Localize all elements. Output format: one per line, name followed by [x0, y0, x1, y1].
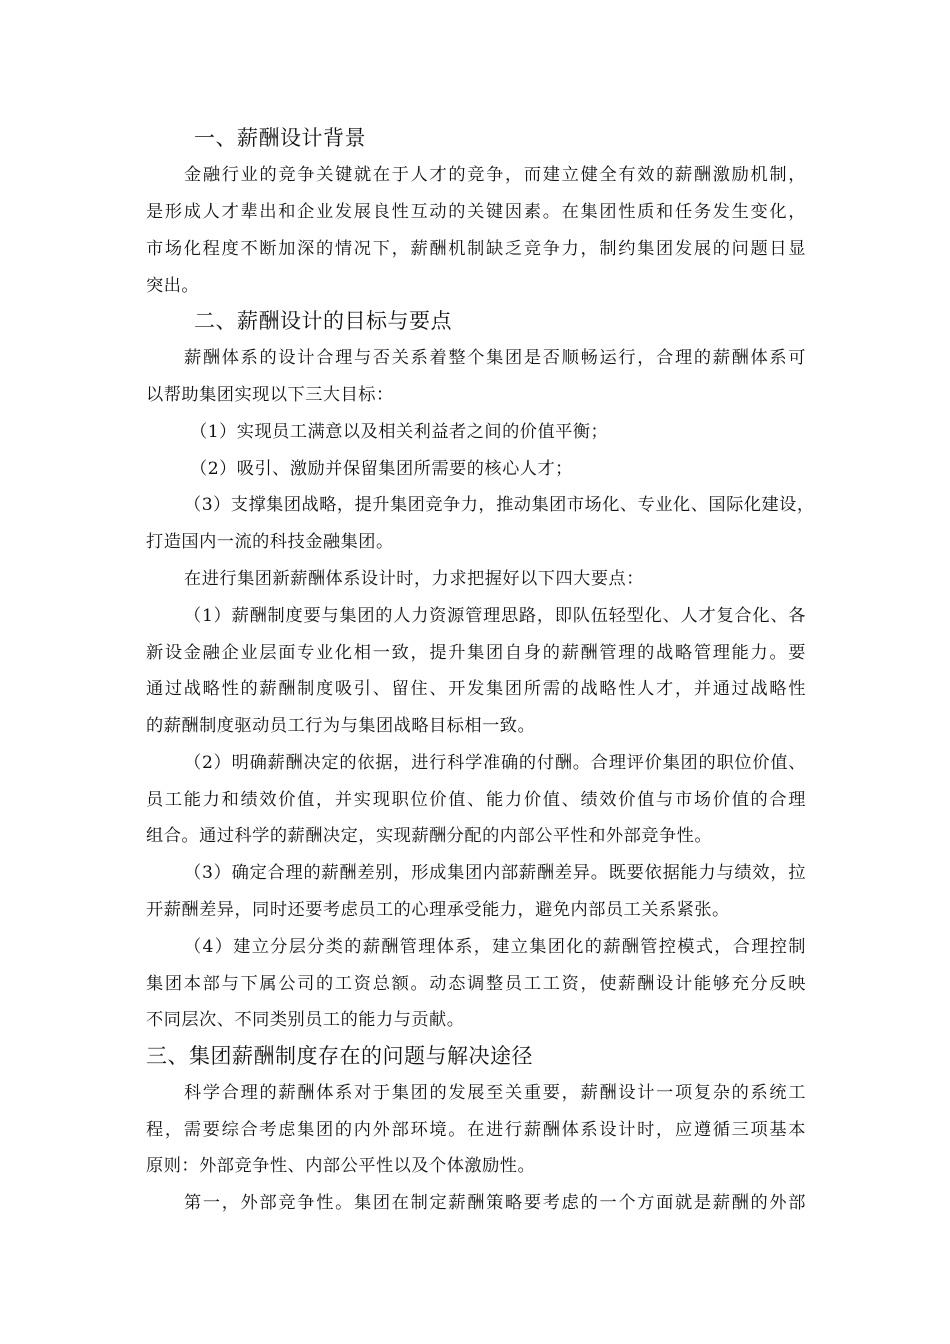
paragraph-line: 的薪酬制度驱动员工行为与集团战略目标相一致。 [146, 716, 536, 736]
paragraph-line: 集团本部与下属公司的工资总额。动态调整员工工资，使薪酬设计能够充分反映 [146, 974, 806, 994]
list-item: （1）薪酬制度要与集团的人力资源管理思路，即队伍轻型化、人才复合化、各 [184, 606, 806, 626]
paragraph-line: 金融行业的竞争关键就在于人才的竞争，而建立健全有效的薪酬激励机制， [184, 165, 806, 185]
paragraph-line: 新设金融企业层面专业化相一致，提升集团自身的薪酬管理的战略管理能力。要 [146, 643, 806, 663]
list-item: （3）确定合理的薪酬差别，形成集团内部薪酬差异。既要依据能力与绩效，拉 [184, 863, 806, 883]
paragraph-line: 不同层次、不同类别员工的能力与贡献。 [146, 1010, 465, 1030]
section-heading: 二、薪酬设计的目标与要点 [194, 309, 452, 333]
list-item: （1）实现员工满意以及相关利益者之间的价值平衡； [190, 422, 609, 442]
paragraph-line: 突出。 [146, 276, 200, 296]
section-heading: 一、薪酬设计背景 [194, 126, 366, 150]
section-heading: 三、集团薪酬制度存在的问题与解决途径 [146, 1044, 533, 1068]
list-item: （3）支撑集团战略，提升集团竞争力，推动集团市场化、专业化、国际化建设， [184, 495, 815, 515]
paragraph-line: 第一，外部竞争性。集团在制定薪酬策略要考虑的一个方面就是薪酬的外部 [184, 1193, 806, 1213]
paragraph-line: 是形成人才辈出和企业发展良性互动的关键因素。在集团性质和任务发生变化， [146, 202, 806, 222]
paragraph-line: 科学合理的薪酬体系对于集团的发展至关重要，薪酬设计一项复杂的系统工 [184, 1083, 806, 1103]
paragraph-line: 员工能力和绩效价值，并实现职位价值、能力价值、绩效价值与市场价值的合理 [146, 790, 806, 810]
paragraph-line: 通过战略性的薪酬制度吸引、留住、开发集团所需的战略性人才，并通过战略性 [146, 679, 806, 699]
paragraph-line: 程，需要综合考虑集团的内外部环境。在进行薪酬体系设计时，应遵循三项基本 [146, 1120, 806, 1140]
paragraph-line: 薪酬体系的设计合理与否关系着整个集团是否顺畅运行，合理的薪酬体系可 [184, 348, 806, 368]
paragraph-line: 原则：外部竞争性、内部公平性以及个体激励性。 [146, 1156, 536, 1176]
list-item: （2）吸引、激励并保留集团所需要的核心人才； [190, 459, 573, 479]
paragraph-line: 在进行集团新薪酬体系设计时，力求把握好以下四大要点： [184, 569, 644, 589]
paragraph-line: 以帮助集团实现以下三大目标： [146, 385, 394, 405]
list-item: （2）明确薪酬决定的依据，进行科学准确的付酬。合理评价集团的职位价值、 [184, 753, 806, 773]
paragraph-line: 打造国内一流的科技金融集团。 [146, 532, 394, 552]
paragraph-line: 开薪酬差异，同时还要考虑员工的心理承受能力，避免内部员工关系紧张。 [146, 900, 730, 920]
list-item: （4）建立分层分类的薪酬管理体系，建立集团化的薪酬管控模式，合理控制 [184, 937, 806, 957]
paragraph-line: 市场化程度不断加深的情况下，薪酬机制缺乏竞争力，制约集团发展的问题日显 [146, 239, 806, 259]
paragraph-line: 组合。通过科学的薪酬决定，实现薪酬分配的内部公平性和外部竞争性。 [146, 826, 713, 846]
